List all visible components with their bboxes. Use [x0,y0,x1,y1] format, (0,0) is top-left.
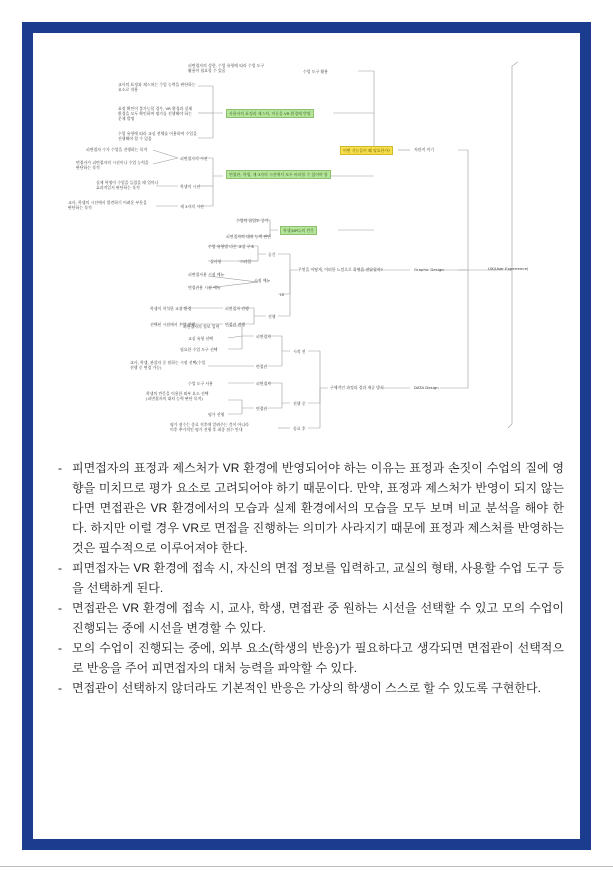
graphic-space-note: 수업 유형별 다른 교실 구조 [208,244,255,249]
bullet-text: 피면접자는 VR 환경에 접속 시, 자신의 면접 정보를 입력하고, 교실의 형태, 사용할 수업 도구 등을 선택하게 된다. [72,561,564,595]
data-during-i1: 수업 도구 사용 [188,381,214,386]
graphic-space: 공간 [268,252,276,257]
data-during-interviewee: 피면접자 [256,381,272,386]
data-before-interviewer: 면접관 [256,364,268,369]
data-before-i3: 필요한 수업 도구 선택 [180,347,218,352]
npc-node: 학생(NPC)의 반응 [280,226,317,235]
data-during-r2: 평가 진행 [208,412,225,417]
view-student-note: 실제 학생이 수업을 들었을 때 얼마나 효과적일지 판단하는 목적 [96,180,159,190]
bullet-text: 피면접자의 표정과 제스처가 VR 환경에 반영되어야 하는 이유는 표정과 손짓이 수업의 질에 영향을 미치므로 평가 요소로 고려되어야 하기 때문이다. 만약, 표정과 제스처가 반영이 되지 않는다면 면접관은 VR 환경에서의 모습과 실제 환경에서의 모습을 모두 보며 비교 분석을 해야 한다. 하지만 이럴 경우 VR로 면접을 진행하는 의미가 사라지기 때문에 표정과 제스처를 반영하는 것은 필수적으로 이루어져야 한다. [72,461,564,555]
data-before-r1: 교사, 학생, 관찰자 중 원하는 시점 선택(수업 진행 중 변경 가능) [130,360,206,370]
facial-note-3: 수업 유형에 따라 교실 전체를 이용하여 수업을 진행해야 할 수 있음 [118,131,197,141]
bullet-item: - 피면접자는 VR 환경에 접속 시, 자신의 면접 정보를 입력하고, 교실의 형태, 사용할 수업 도구 등을 선택하게 된다. [58,561,564,595]
facial-node: 사용자의 표정과 제스처, 이동을 VR 환경에 반영 [226,109,314,118]
bullet-item: - 모의 수업이 진행되는 중에, 외부 요소(학생의 반응)가 필요하다고 생각되면 면접관이 선택적으로 반응을 주어 피면접자의 대처 능력을 파악할 수 있다. [58,641,564,675]
branch-intuitive: 직관적 이기 [414,147,435,152]
facial-note-2: 표정 확인이 불가능할 경우, VR 환경과 실제 환경을 모두 확인하여 평가를 진행해야 하는 문제 발생 [118,106,193,121]
data-before: 시작 전 [293,349,306,354]
data-question: 구체적인 과정과 결과 제공 방식 [330,385,384,390]
graphic-progress: 진행 [268,314,276,319]
facial-note-1: 교사의 표정과 제스처는 수업 능력을 판단하는 요소로 작용 [118,82,196,92]
data-before-i2: 교실 유형 선택 [188,336,214,341]
bullet-text: 모의 수업이 진행되는 중에, 외부 요소(학생의 반응)가 필요하다고 생각되면 면접관이 선택적으로 반응을 주어 피면접자의 대처 능력을 파악할 수 있다. [72,641,564,675]
tool-node: 수업 도구 활용 [303,69,329,74]
bullet-text: 면접관이 선택하지 않더라도 기본적인 반응은 가상의 학생이 스스로 할 수 있도록 구현한다. [72,681,541,695]
graphic-question: 무엇을 어떻게, 어떠한 느낌으로 화면을 전달할까? [298,267,383,272]
viewpoint-node: 면접관, 학생, 제 3자의 시선에서 모두 바라볼 수 있어야 함 [226,170,331,179]
graphic-space-style: 스타일 [240,259,252,264]
mind-map-diagram [58,58,558,438]
branch-graphic: Graphic Design [414,267,444,272]
graphic-space-real: 실사형 [210,259,222,264]
bullet-text: 면접관은 VR 환경에 접속 시, 교사, 학생, 면접관 중 원하는 시선을 선택할 수 있고 모의 수업이 진행되는 중에 시선을 변경할 수 있다. [72,601,564,635]
view-interviewee: 피면접자의 시선 [180,156,208,161]
graphic-progress-b: 면접관 진행 [225,322,246,327]
view-interviewee-note-1: 피면접자 수가 수업을 진행하는 목적 [86,147,148,152]
data-before-i1: 피면접자의 정보 입력 [183,324,220,329]
graphic-ui: UI [280,292,284,297]
graphic-progress-a: 피면접자 진행 [225,306,249,311]
graphic-view-note-1: 피면접자용 시점 예뉴 [188,272,225,277]
view-student: 학생의 시선 [180,184,201,189]
bullet-item: - 피면접자의 표정과 제스처가 VR 환경에 반영되어야 하는 이유는 표정과 손짓이 수업의 질에 영향을 미치므로 평가 요소로 고려되어야 하기 때문이다. 만약, 표정과 제스처가 반영이 되지 않는다면 면접관은 VR 환경에서의 모습과 실제 환경에서의 모습을 모두 보며 비교 분석을 해야 한다. 하지만 이럴 경우 VR로 면접을 진행하는 의미가 사라지기 때문에 표정과 제스처를 반영하는 것은 필수적으로 이루어져야 한다. [58,461,564,555]
mindmap-root: UX(User Experience) [488,266,529,271]
question-node: 어떤 기능들이 왜 필요한가? [340,146,393,155]
bullet-item: - 면접관은 VR 환경에 접속 시, 교사, 학생, 면접관 중 원하는 시선을 선택할 수 있고 모의 수업이 진행되는 중에 시선을 변경할 수 있다. [58,601,564,635]
data-during-interviewer: 면접관 [256,406,268,411]
data-during-r1: 학생의 반응을 이용한 외부 요소 선택 (피면접자의 대처 능력 판단 목적) [146,391,209,401]
data-after-note: 평가 점수는 종료 직후에 알려주는 것이 아니라 이후 추가적인 평가 진행 후 최종 점수 안내 [170,422,249,432]
page-divider [0,866,613,867]
graphic-view: 시점 예뉴 [254,278,271,283]
graphic-progress-b-note: 선택된 시점에서 수업 진행 [150,322,196,327]
bullet-item: - 면접관이 선택하지 않더라도 기본적인 반응은 가상의 학생이 스스로 할 수 있도록 구현한다. [58,681,541,695]
npc-note-1: 수업의 몰입도 증가 [236,218,269,223]
npc-note-2: 피면접자의 대처 능력 판단 [226,234,272,239]
data-during: 진행 중 [293,401,306,406]
data-after: 종료 후 [293,426,306,431]
view-interviewee-note-2: 면접자가 피면접자의 시선이나 수업 능력을 판단하는 목적 [76,160,149,170]
bullet-list [58,458,564,698]
view-third: 제 3자의 시선 [180,204,204,209]
data-before-interviewee: 피면접자 [256,334,272,339]
branch-data: DATA Design [414,385,439,390]
tool-note: 피면접자의 성향, 수업 유형에 따라 수업 도구 활용이 필요할 수 있음 [188,63,265,73]
graphic-view-note-2: 면접관용 시점 예뉴 [188,285,221,290]
graphic-progress-a-note: 학생이 착석한 교실 환경 [150,306,192,311]
view-third-note: 교사, 학생의 시선에서 발견하기 어려운 부분을 판단하는 목적 [68,200,147,210]
